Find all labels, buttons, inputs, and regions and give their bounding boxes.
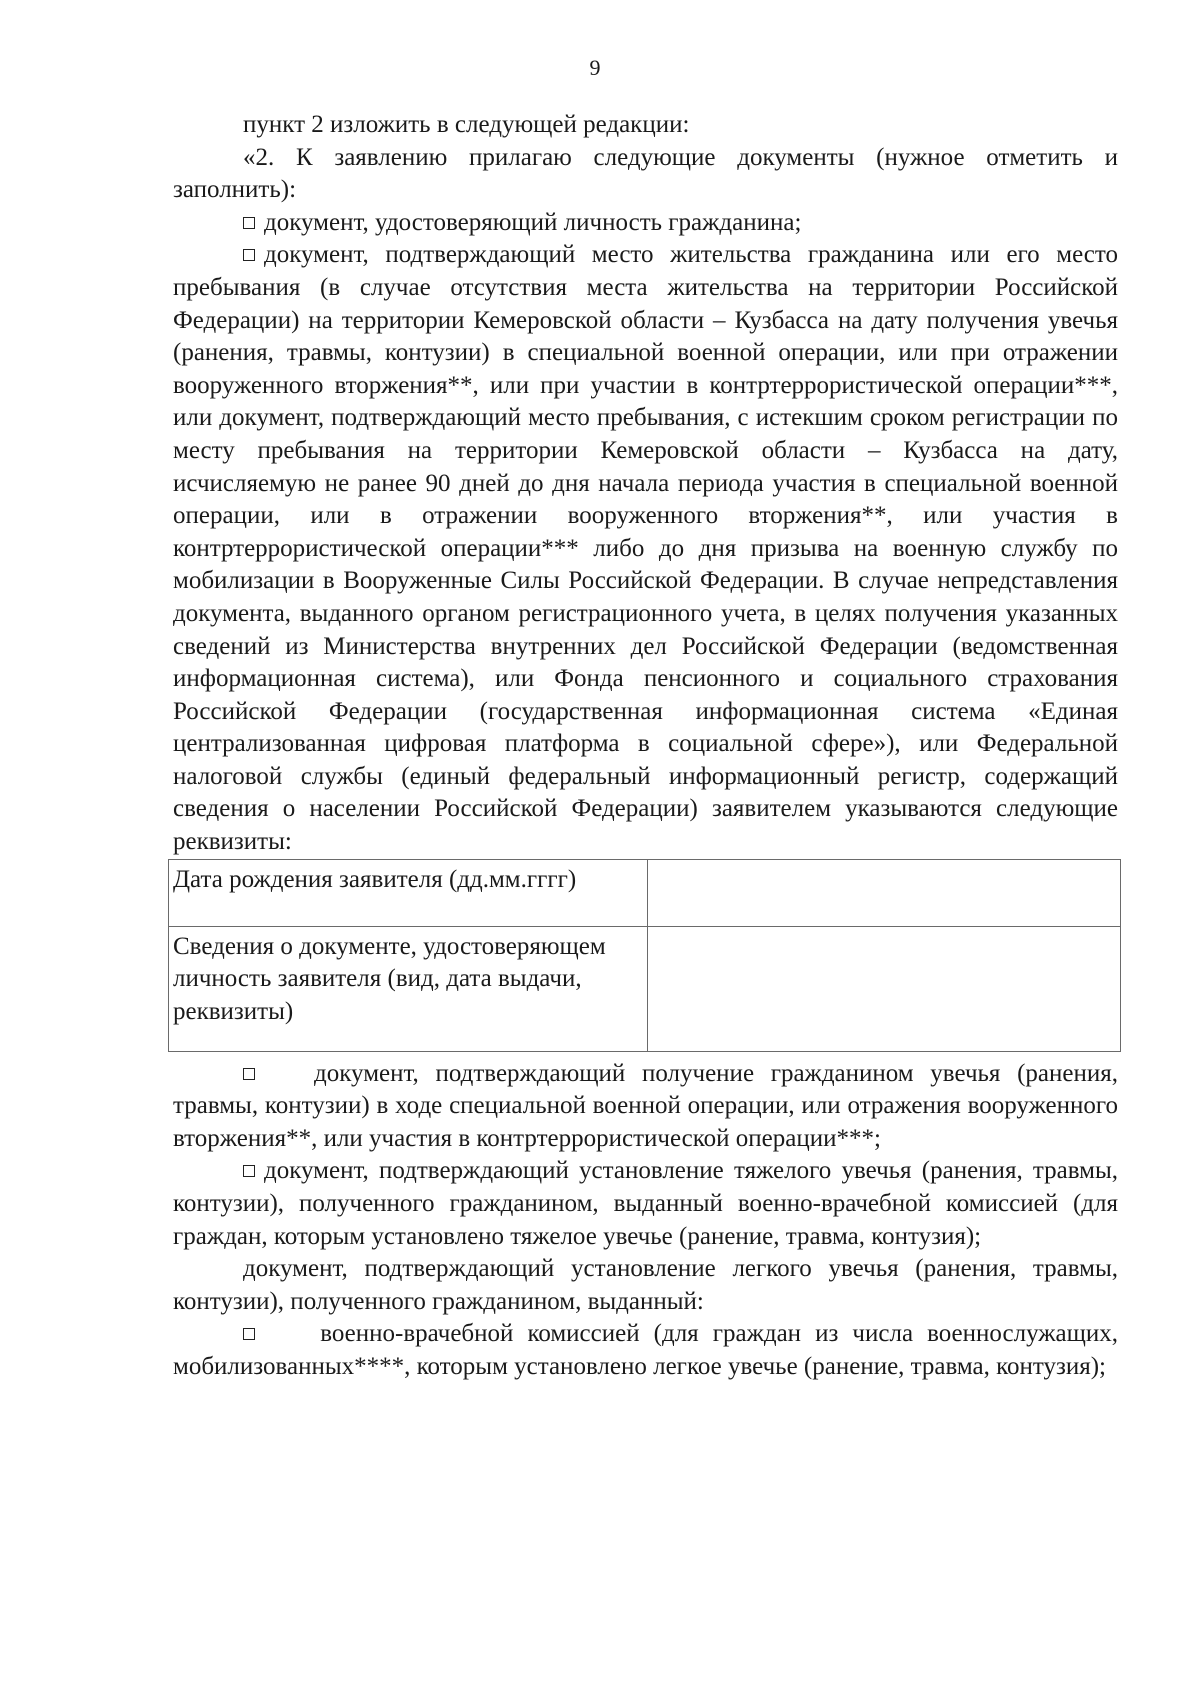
table-row (169, 926, 1121, 1051)
table-row (169, 859, 1121, 926)
paragraph-text: документ, подтверждающий получение гражданином увечья (ранения, травмы, контузии) в ходе специальной военной операции, или отражения вооруженного вторжения**, или участия в контртеррористической операции***; (173, 1059, 1118, 1152)
paragraph-light-injury-document: документ, подтверждающий установление легкого увечья (ранения, травмы, контузии), полученного гражданином, выданный: (173, 1255, 1118, 1315)
checkbox-icon[interactable] (243, 217, 255, 229)
page-number: 9 (589, 55, 601, 80)
checkbox-icon[interactable] (243, 1068, 255, 1080)
checkbox-icon[interactable] (243, 249, 255, 261)
paragraph-text: документ, подтверждающий установление тяжелого увечья (ранения, травмы, контузии), полученного гражданином, выданный военно-врачебной комиссией (для граждан, которым установлено тяжелое увечье (ранение, травма, контузия); (173, 1157, 1118, 1250)
checkbox-icon[interactable] (243, 1328, 255, 1340)
identity-document-label: Сведения о документе, удостоверяющем личность заявителя (вид, дата выдачи, реквизиты) (169, 926, 648, 1051)
requisites-table (168, 859, 1121, 1052)
paragraph-severe-injury-document (173, 1155, 1118, 1253)
birth-date-label: Дата рождения заявителя (дд.мм.гггг) (169, 859, 648, 926)
paragraph-residence-document (173, 239, 1118, 858)
identity-document-field[interactable] (648, 926, 1121, 1051)
paragraph-intro: пункт 2 изложить в следующей редакции: (243, 111, 690, 138)
paragraph-text: военно-врачебной комиссией (для граждан из числа военнослужащих, мобилизованных****, которым установлено легкое увечье (ранение, травма, контузия); (173, 1320, 1118, 1380)
paragraph-text: документ, удостоверяющий личность гражданина; (264, 208, 802, 236)
paragraph-documents-list: «2. К заявлению прилагаю следующие документы (нужное отметить и заполнить): (173, 143, 1118, 204)
document-body (173, 109, 1118, 1384)
checkbox-icon[interactable] (243, 1165, 255, 1177)
paragraph-identity-document (173, 207, 1118, 240)
paragraph-medical-commission (173, 1318, 1118, 1383)
paragraph-text: документ, подтверждающий место жительства гражданина или его место пребывания (в случае отсутствия места жительства на территории Российской Федерации) на территории Кемеровской области – Кузбасса на дату получения увечья (ранения, травмы, контузии) в специальной военной операции, или при отражении вооруженного вторжения**, или при участии в контртеррористической операции***, или документ, подтверждающий место пребывания, с истекшим сроком регистрации по месту пребывания на территории Кемеровской области – Кузбасса на дату, исчисляемую не ранее 90 дней до дня начала периода участия в специальной военной операции, или в отражении вооруженного вторжения**, или участия в контртеррористической операции*** либо до дня призыва на военную службу по мобилизации в Вооруженные Силы Российской Федерации. В случае непредставления документа, выданного органом регистрационного учета, в целях получения указанных сведений из Министерства внутренних дел Российской Федерации (ведомственная информационная система), или Фонда пенсионного и социального страхования Российской Федерации (государственная информационная система «Единая централизованная цифровая платформа в социальной сфере»), или Федеральной налоговой службы (единый федеральный информационный регистр, содержащий сведения о населении Российской Федерации) заявителем указываются следующие реквизиты: (173, 241, 1118, 856)
birth-date-field[interactable] (648, 859, 1121, 926)
paragraph-injury-document (173, 1058, 1118, 1156)
